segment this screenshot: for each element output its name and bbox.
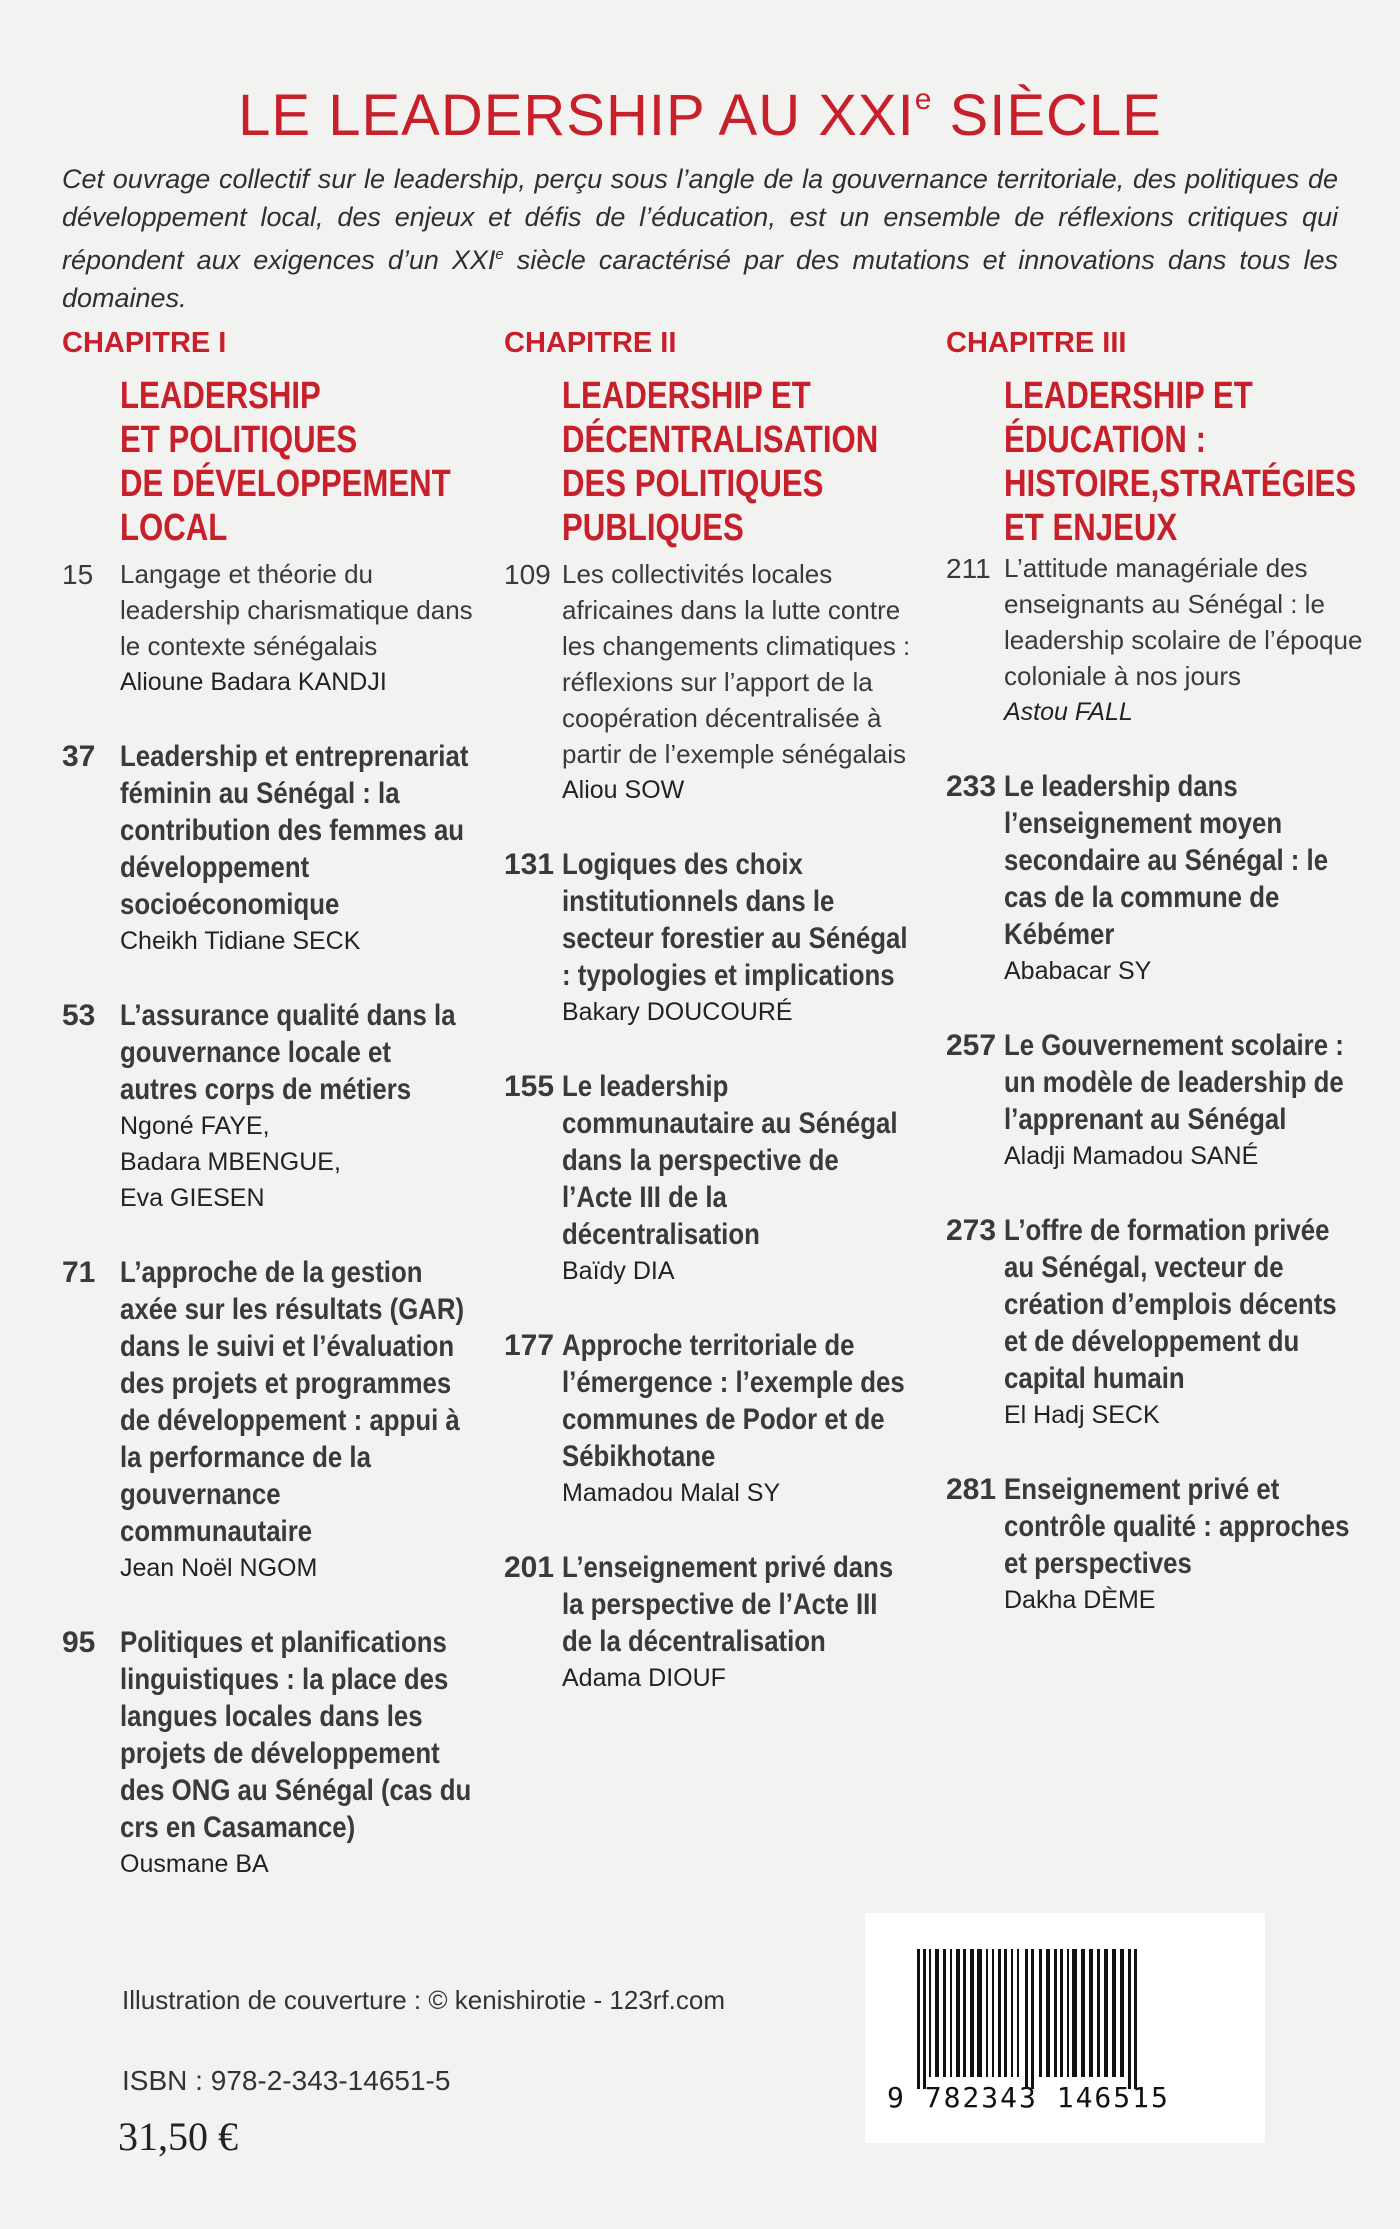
barcode-bar — [1004, 1949, 1007, 2077]
page-number: 233 — [946, 770, 997, 803]
barcode-bar — [1011, 1949, 1013, 2077]
entry-author: Dakha DÈME — [1004, 1586, 1156, 1614]
chapter-title: LEADERSHIP ET DÉCENTRALISATION DES POLITIQUES PUBLIQUES — [562, 375, 879, 549]
entry-author: Astou FALL — [1004, 698, 1133, 726]
toc-entry — [504, 1327, 924, 1511]
toc-entry — [504, 556, 924, 808]
page-number: 37 — [62, 740, 96, 773]
entry-author: Mamadou Malal SY — [562, 1479, 781, 1507]
toc-entry — [946, 768, 1366, 989]
page-number: 109 — [504, 559, 551, 590]
toc-entry — [504, 846, 924, 1030]
entry-author: Aliou SOW — [562, 776, 685, 804]
page-number: 177 — [504, 1329, 555, 1362]
chapter-title: LEADERSHIP ET ÉDUCATION : HISTOIRE,STRATÉGIES ET ENJEUX — [1004, 375, 1357, 549]
page-number: 155 — [504, 1070, 555, 1103]
barcode-bar — [1039, 1949, 1042, 2077]
barcode-bar — [950, 1949, 952, 2077]
entry-author: El Hadj SECK — [1004, 1401, 1160, 1429]
barcode-bar — [1054, 1949, 1057, 2077]
chapter-label: CHAPITRE II — [504, 327, 677, 359]
barcode-bar — [1128, 1949, 1131, 2089]
barcode-bar — [929, 1949, 931, 2077]
entry-author: Adama DIOUF — [562, 1664, 726, 1692]
entry-author: Ababacar SY — [1004, 957, 1152, 985]
entry-author: Aladji Mamadou SANÉ — [1004, 1142, 1259, 1170]
toc-entry — [504, 1068, 924, 1289]
entry-title: Politiques et planifications linguistiques : la place des langues locales dans les projets de développement des ONG au Sénégal (cas du crs en Casamance) — [120, 1626, 472, 1844]
entry-author: Ngoné FAYE, Badara MBENGUE, Eva GIESEN — [120, 1112, 341, 1212]
barcode-bar — [1112, 1949, 1116, 2077]
barcode-bar — [1067, 1949, 1069, 2077]
entry-title: L’approche de la gestion axée sur les résultats (GAR) dans le suivi et l’évaluation des projets et programmes de développement : appui à la performance de la gouvernance communautaire — [120, 1256, 465, 1548]
entry-title: L’enseignement privé dans la perspective de l’Acte III de la décentralisation — [562, 1551, 894, 1658]
page-number: 257 — [946, 1029, 997, 1062]
entry-title: Enseignement privé et contrôle qualité : approches et perspectives — [1004, 1473, 1350, 1580]
barcode-bar — [923, 1949, 926, 2089]
toc-entry — [62, 997, 482, 1216]
entry-title: Le leadership dans l’enseignement moyen secondaire au Sénégal : le cas de la commune de Kébémer — [1004, 770, 1329, 951]
chapter-label: CHAPITRE I — [62, 327, 227, 359]
entry-title: Le Gouvernement scolaire : un modèle de leadership de l’apprenant au Sénégal — [1004, 1029, 1344, 1136]
barcode-bar — [998, 1949, 1001, 2077]
entry-title: Approche territoriale de l’émergence : l’exemple des communes de Podor et de Sébikhotane — [562, 1329, 905, 1473]
barcode-bar — [1089, 1949, 1093, 2077]
entry-author: Bakary DOUCOURÉ — [562, 998, 793, 1026]
entry-author: Baïdy DIA — [562, 1257, 675, 1285]
toc-entry — [946, 1027, 1366, 1174]
barcode-bar — [1120, 1949, 1124, 2077]
barcode-bar — [1104, 1949, 1108, 2077]
entry-author: Alioune Badara KANDJI — [120, 668, 387, 696]
barcode-number: 9 782343 146515 — [887, 2081, 1170, 2114]
cover-credit: Illustration de couverture : © kenishirotie - 123rf.com — [122, 1985, 725, 2015]
barcode — [865, 1913, 1265, 2143]
toc-entry — [62, 1254, 482, 1586]
page-number: 211 — [946, 553, 991, 584]
page-number: 95 — [62, 1626, 96, 1659]
barcode-bar — [992, 1949, 994, 2077]
entry-author: Cheikh Tidiane SECK — [120, 927, 361, 955]
toc-entry — [62, 738, 482, 959]
page-number: 15 — [62, 559, 94, 590]
entry-author: Jean Noël NGOM — [120, 1554, 318, 1582]
page-number: 201 — [504, 1551, 555, 1584]
barcode-bar — [1017, 1949, 1019, 2077]
chapter-1-column — [62, 324, 482, 1920]
chapter-label: CHAPITRE III — [946, 327, 1127, 359]
barcode-bar — [1081, 1949, 1085, 2077]
page-number: 273 — [946, 1214, 997, 1247]
barcode-bar — [1060, 1949, 1063, 2077]
barcode-bar — [917, 1949, 920, 2089]
barcode-bar — [1046, 1949, 1050, 2077]
page-number: 53 — [62, 999, 96, 1032]
page-title: LE LEADERSHIP AU XXIe SIÈCLE — [238, 83, 1162, 148]
entry-author: Ousmane BA — [120, 1850, 269, 1878]
barcode-bar — [986, 1949, 988, 2077]
barcode-bar — [1031, 1949, 1034, 2089]
intro-paragraph: Cet ouvrage collectif sur le leadership, perçu sous l’angle de la gouvernance territoriale, des politiques de développement local, des enjeux et défis de l’éducation, est un ensemble de réflexions critiques qui répondent aux exigences d’un XXIe siècle caractérisé par des mutations et innovations dans tous les domaines. — [62, 164, 1338, 313]
barcode-bar — [1134, 1949, 1137, 2089]
price: 31,50 € — [118, 2114, 238, 2159]
toc-entry — [946, 1471, 1366, 1618]
barcode-bar — [977, 1949, 982, 2077]
barcode-bar — [956, 1949, 960, 2077]
toc-entry — [62, 1624, 482, 1882]
entry-title: Langage et théorie du leadership charismatique dans le contexte sénégalais — [120, 559, 473, 661]
page-number: 71 — [62, 1256, 96, 1289]
chapter-2-column — [504, 324, 924, 1734]
entry-title: L’attitude managériale des enseignants au Sénégal : le leadership scolaire de l’époque coloniale à nos jours — [1004, 553, 1363, 691]
barcode-bar — [970, 1949, 974, 2077]
entry-title: Leadership et entreprenariat féminin au Sénégal : la contribution des femmes au développement socioéconomique — [120, 740, 469, 921]
page-number: 131 — [504, 848, 555, 881]
barcode-bar — [963, 1949, 966, 2077]
barcode-bar — [935, 1949, 939, 2077]
barcode-bar — [943, 1949, 946, 2077]
chapter-3-column — [946, 324, 1366, 1656]
toc-entry — [62, 556, 482, 700]
barcode-bar — [1072, 1949, 1077, 2077]
barcode-bar — [1097, 1949, 1100, 2077]
chapter-title: LEADERSHIP ET POLITIQUES DE DÉVELOPPEMENT LOCAL — [120, 375, 451, 549]
toc-entry — [946, 1212, 1366, 1433]
entry-title: Le leadership communautaire au Sénégal dans la perspective de l’Acte III de la décentralisation — [562, 1070, 898, 1251]
entry-title: Logiques des choix institutionnels dans le secteur forestier au Sénégal : typologies et implications — [562, 848, 908, 992]
toc-entry — [946, 550, 1366, 730]
barcode-bar — [1025, 1949, 1028, 2089]
entry-title: L’offre de formation privée au Sénégal, vecteur de création d’emplois décents et de développement du capital humain — [1004, 1214, 1337, 1395]
entry-title: Les collectivités locales africaines dans la lutte contre les changements climatiques : réflexions sur l’apport de la coopération décentralisée à partir de l’exemple sénégalais — [562, 559, 911, 769]
isbn: ISBN : 978-2-343-14651-5 — [122, 2065, 451, 2096]
entry-title: L’assurance qualité dans la gouvernance locale et autres corps de métiers — [120, 999, 456, 1106]
page-number: 281 — [946, 1473, 997, 1506]
toc-entry — [504, 1549, 924, 1696]
